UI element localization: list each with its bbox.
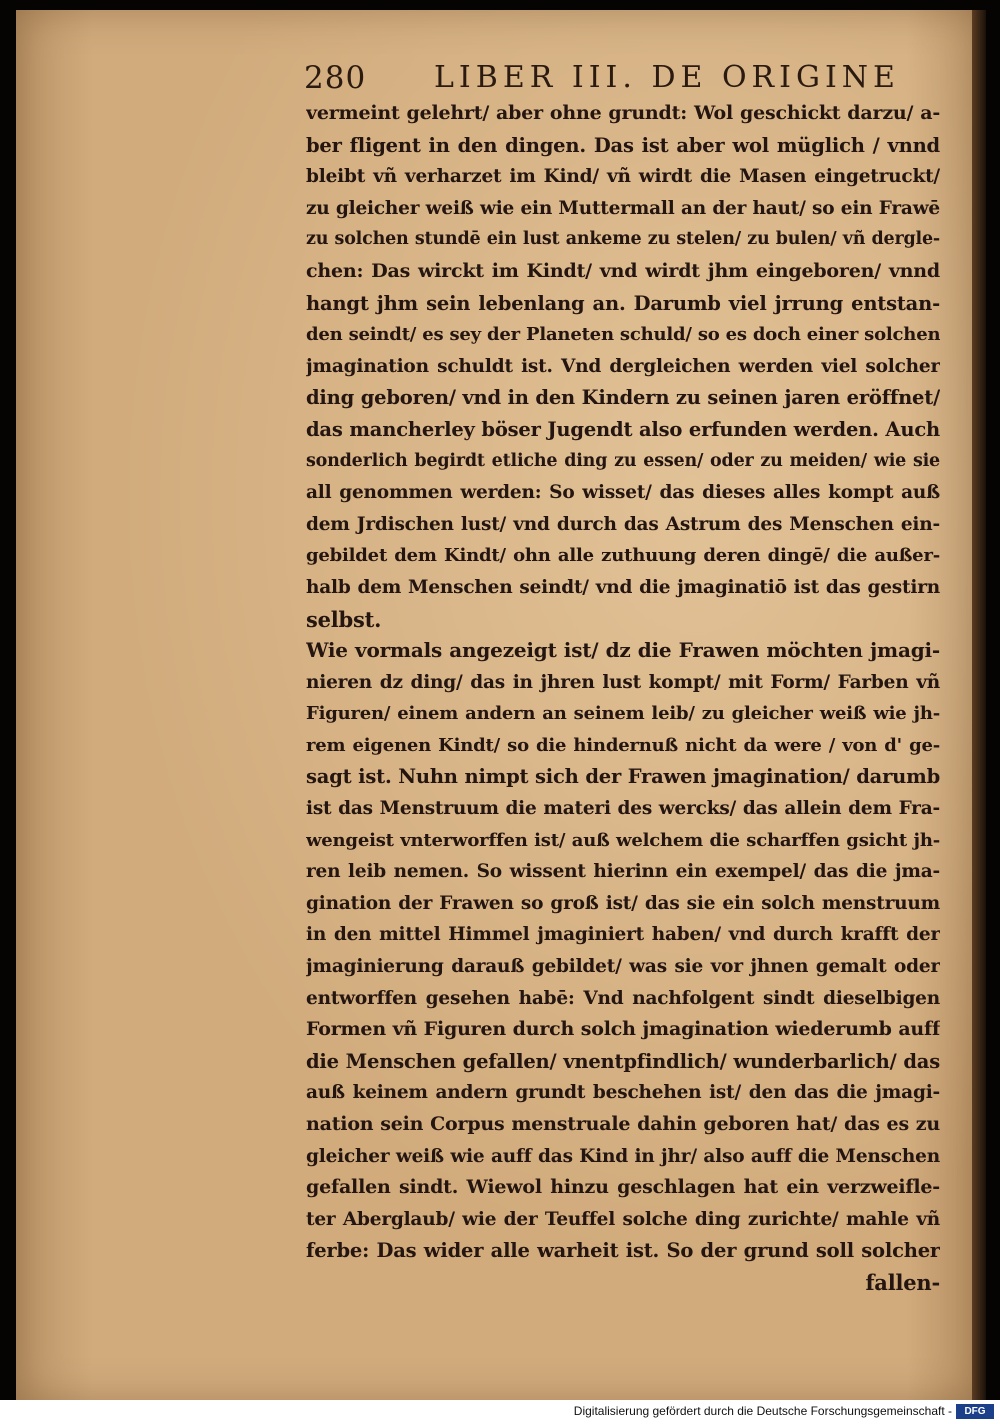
text-line: gefallen sindt. Wiewol hinzu geschlagen hat ein verzweifle- bbox=[306, 1176, 940, 1199]
text-line: chen: Das wirckt im Kindt/ vnd wirdt jhm eingeboren/ vnnd bbox=[306, 259, 940, 282]
text-line: dem Jrdischen lust/ vnd durch das Astrum des Menschen ein- bbox=[306, 513, 940, 535]
body-text bbox=[306, 98, 940, 1299]
text-line: zu gleicher weiß wie ein Muttermall an der haut/ so ein Frawē bbox=[306, 197, 940, 219]
text-line: ren leib nemen. So wissent hierinn ein exempel/ das die jma- bbox=[306, 861, 940, 883]
text-line: halb dem Menschen seindt/ vnd die jmaginatiō ist das gestirn bbox=[306, 576, 940, 598]
text-line: vermeint gelehrt/ aber ohne grundt: Wol geschickt darzu/ a- bbox=[306, 102, 940, 124]
dfg-logo: DFG bbox=[956, 1404, 994, 1419]
text-line: in den mittel Himmel jmaginiert haben/ vnd durch krafft der bbox=[306, 924, 940, 946]
running-head: LIBER III. DE ORIGINE bbox=[434, 60, 900, 95]
text-line: gination der Frawen so groß ist/ das sie ein solch menstruum bbox=[306, 892, 940, 914]
text-line: entworffen gesehen habē: Vnd nachfolgent sindt dieselbigen bbox=[306, 987, 940, 1009]
text-line: sagt ist. Nuhn nimpt sich der Frawen jmagination/ darumb bbox=[306, 765, 940, 789]
text-line: gebildet dem Kindt/ ohn alle zuthuung deren dingē/ die außer- bbox=[306, 545, 940, 567]
text-line: jmagination schuldt ist. Vnd dergleichen werden viel solcher bbox=[306, 355, 940, 377]
text-line: sonderlich begirdt etliche ding zu essen/ oder zu meiden/ wie sie bbox=[306, 450, 940, 471]
text-line: nieren dz ding/ das in jhren lust kompt/ mit Form/ Farben vñ bbox=[306, 671, 940, 693]
text-line: Formen vñ Figuren durch solch jmagination wiederumb auff bbox=[306, 1018, 940, 1041]
text-line: jmaginierung darauß gebildet/ was sie vor jhnen gemalt oder bbox=[306, 956, 940, 978]
text-line: hangt jhm sein lebenlang an. Darumb viel jrrung entstan- bbox=[306, 291, 940, 315]
page-edge-shadow bbox=[972, 10, 986, 1402]
catchword: fallen- bbox=[865, 1269, 940, 1295]
text-line: den seindt/ es sey der Planeten schuld/ so es doch einer solchen bbox=[306, 324, 940, 346]
text-line: ferbe: Das wider alle warheit ist. So der grund soll solcher bbox=[306, 1239, 940, 1263]
text-line: Figuren/ einem andern an seinem leib/ zu gleicher weiß wie jh- bbox=[306, 703, 940, 725]
text-line: ter Aberglaub/ wie der Teuffel solche ding zurichte/ mahle vñ bbox=[306, 1208, 940, 1230]
text-line: bleibt vñ verharzet im Kind/ vñ wirdt die Masen eingetruckt/ bbox=[306, 166, 940, 188]
text-line: ist das Menstruum die materi des wercks/ das allein dem Fra- bbox=[306, 798, 940, 820]
text-line: Wie vormals angezeigt ist/ dz die Frawen möchten jmagi- bbox=[306, 638, 940, 663]
page-number: 280 bbox=[304, 60, 367, 96]
text-line: wengeist vnterworffen ist/ auß welchem die scharffen gsicht jh- bbox=[306, 829, 940, 851]
text-line: das mancherley böser Jugendt also erfunden werden. Auch bbox=[306, 417, 940, 441]
text-line: all genommen werden: So wisset/ das dieses alles kompt auß bbox=[306, 482, 940, 504]
footer-bar bbox=[0, 1400, 1000, 1424]
text-line: ber fligent in den dingen. Das ist aber wol müglich / vnnd bbox=[306, 133, 940, 157]
text-line: nation sein Corpus menstruale dahin geboren hat/ das es zu bbox=[306, 1113, 940, 1135]
text-line: gleicher weiß wie auff das Kind in jhr/ also auff die Menschen bbox=[306, 1145, 940, 1167]
text-line: auß keinem andern grundt beschehen ist/ den das die jmagi- bbox=[306, 1082, 940, 1104]
text-line: die Menschen gefallen/ vnentpfindlich/ wunderbarlich/ das bbox=[306, 1049, 940, 1073]
text-line: ding geboren/ vnd in den Kindern zu seinen jaren eröffnet/ bbox=[306, 386, 940, 410]
funding-note: Digitalisierung gefördert durch die Deutsche Forschungsgemeinschaft - bbox=[573, 1404, 952, 1418]
text-line: rem eigenen Kindt/ so die hindernuß nicht da were / von d' ge- bbox=[306, 734, 940, 756]
text-line: selbst. bbox=[306, 606, 382, 632]
text-line: zu solchen stundē ein lust ankeme zu stelen/ zu bulen/ vñ dergle- bbox=[306, 229, 940, 250]
page-header bbox=[304, 56, 944, 100]
